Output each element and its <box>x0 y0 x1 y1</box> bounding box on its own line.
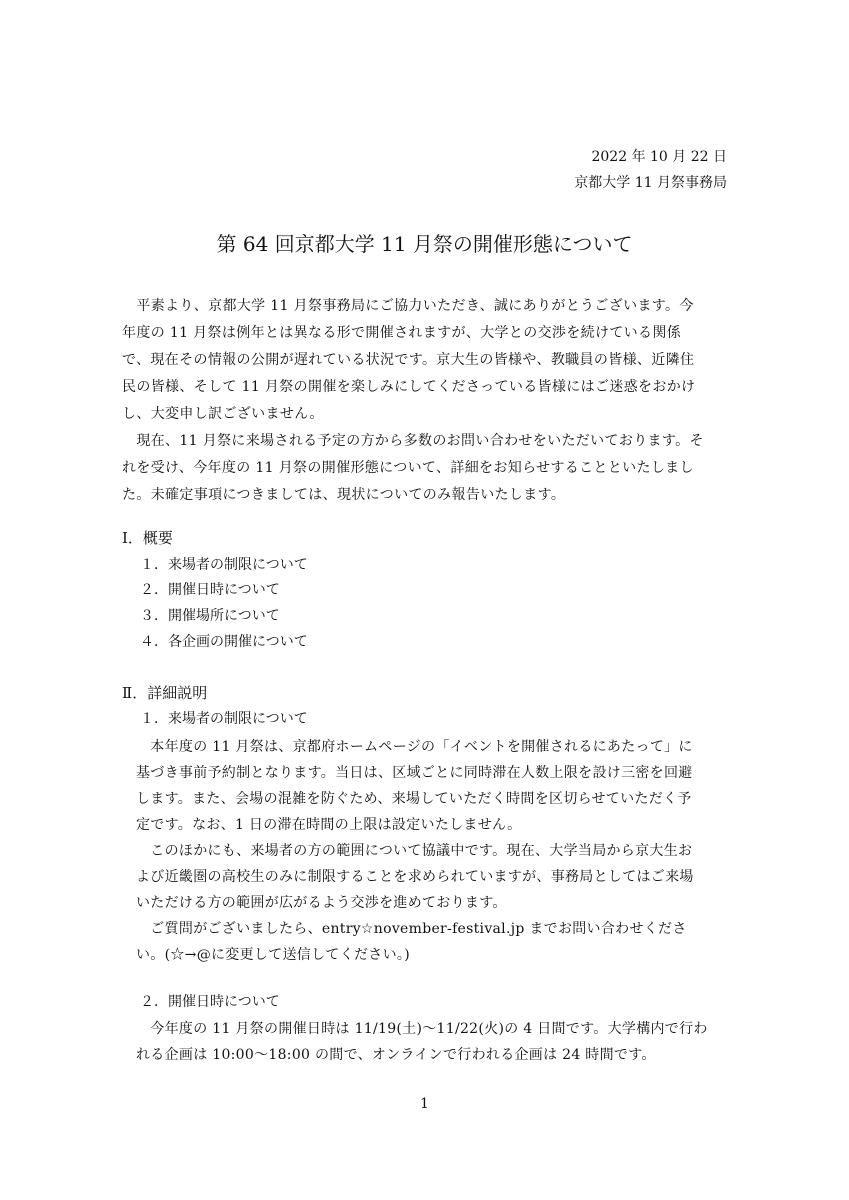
overview-item: ４．各企画の開催について <box>140 634 308 650</box>
document-title: 第 64 回京都大学 11 月祭の開催形態について <box>216 232 633 256</box>
intro-line: 民の皆様、そして 11 月祭の開催を楽しみにしてくださっている皆様にはご迷惑をおかけ <box>122 379 696 395</box>
visitor-limits-line: このほかにも、来場者の方の範囲について協議中です。現在、大学当局から京大生お <box>136 843 693 859</box>
intro-line: 平素より、京都大学 11 月祭事務局にご協力いただき、誠にありがとうございます。今 <box>122 298 694 314</box>
visitor-limits-line: します。また、会場の混雑を防ぐため、来場していただく時間を区切らせていただく予 <box>136 791 692 807</box>
visitor-limits-heading: １．来場者の制限について <box>140 711 308 727</box>
dates-heading: ２．開催日時について <box>140 994 280 1010</box>
details-heading: Ⅱ．詳細説明 <box>122 684 208 702</box>
dates-line: れる企画は 10:00～18:00 の間で、オンラインで行われる企画は 24 時間です。 <box>136 1047 656 1063</box>
overview-heading: Ⅰ．概要 <box>122 529 173 547</box>
visitor-limits-line: いただける方の範囲が広がるよう交渉を進めております。 <box>136 895 507 911</box>
intro-line: 現在、11 月祭に来場される予定の方から多数のお問い合わせをいただいております。そ <box>122 433 704 449</box>
page-number: 1 <box>420 1096 429 1112</box>
sender-line: 京都大学 11 月祭事務局 <box>574 175 727 191</box>
visitor-limits-line: 基づき事前予約制となります。当日は、区域ごとに同時滞在人数上限を設け三密を回避 <box>136 765 693 781</box>
intro-line: た。未確定事項につきましては、現状についてのみ報告いたします。 <box>122 487 566 503</box>
visitor-limits-line: 定です。なお、1 日の滞在時間の上限は設定いたしません。 <box>136 817 522 833</box>
overview-item: １．来場者の制限について <box>140 557 308 573</box>
visitor-limits-line: ご質問がございましたら、entry☆november-festival.jp までお問い合わせくださ <box>136 921 687 937</box>
intro-line: れを受け、今年度の 11 月祭の開催形態について、詳細をお知らせすることといたしまし <box>122 460 694 476</box>
intro-line: 年度の 11 月祭は例年とは異なる形で開催されますが、大学との交渉を続けている関係 <box>122 325 682 341</box>
visitor-limits-line: 本年度の 11 月祭は、京都府ホームページの「イベントを開催されるにあたって」に <box>136 739 693 755</box>
intro-line: で、現在その情報の公開が遅れている状況です。京大生の皆様や、教職員の皆様、近隣住 <box>122 352 695 368</box>
visitor-limits-line: よび近畿圏の高校生のみに制限することを求められていますが、事務局としてはご来場 <box>136 869 694 885</box>
date-line: 2022 年 10 月 22 日 <box>591 149 727 165</box>
visitor-limits-line: い。(☆→@に変更して送信してください。) <box>136 947 410 963</box>
dates-line: 今年度の 11 月祭の開催日時は 11/19(土)～11/22(火)の 4 日間です。大学構内で行わ <box>136 1021 708 1037</box>
overview-item: ３．開催場所について <box>140 608 280 624</box>
overview-item: ２．開催日時について <box>140 582 280 598</box>
intro-line: し、大変申し訳ございません。 <box>122 406 324 422</box>
